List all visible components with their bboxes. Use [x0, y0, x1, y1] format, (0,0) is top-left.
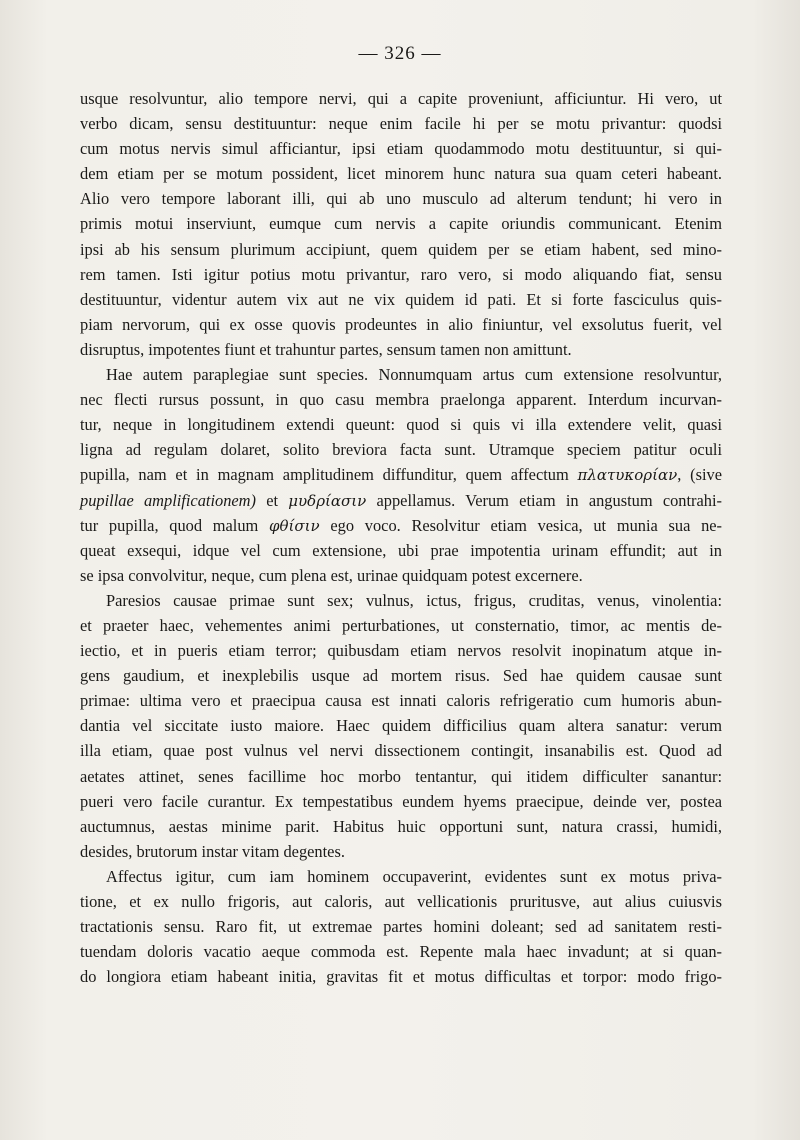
text-line — [80, 613, 722, 638]
text-run: aetates attinet, senes facillime hoc morbo tentantur, qui itidem difficulter sanantur: — [80, 766, 722, 786]
text-run: gens gaudium, et inexplebilis usque ad mortem risus. Sed hae quidem causae sunt — [80, 666, 722, 686]
text-line — [80, 437, 722, 462]
text-run: primae: ultima vero et praecipua causa est innati caloris refrigeratio cum humoris abun- — [80, 691, 722, 711]
text-line — [80, 563, 722, 588]
text-run: cum motus nervis simul afficiantur, ipsi etiam quodammodo motu destituuntur, si qui- — [80, 139, 722, 159]
page-number: — 326 — — [358, 43, 442, 64]
text-run: se ipsa convolvitur, neque, cum plena est, urinae quidquam potest excernere. — [80, 565, 583, 585]
text-line — [80, 713, 722, 738]
text-run: disruptus, impotentes fiunt et trahuntur partes, sensum tamen non amittunt. — [80, 339, 572, 359]
text-run: dantia vel siccitate iusto maiore. Haec quidem difficilius quam altera sanatur: verum — [80, 716, 722, 736]
text-run: primis motui inserviunt, eumque cum nervis a capite oriundis communicant. Etenim — [80, 214, 722, 234]
text-run: auctumnus, aestas minime parit. Habitus huic opportuni sunt, natura crassi, humidi, — [80, 816, 722, 836]
text-line — [80, 362, 722, 387]
greek-term: μυδρίασιν — [288, 491, 367, 510]
text-line — [80, 939, 722, 964]
text-line — [80, 764, 722, 789]
body-text — [80, 86, 722, 989]
text-line — [80, 538, 722, 563]
text-run: usque resolvuntur, alio tempore nervi, qui a capite proveniunt, afficiuntur. Hi vero, ut — [80, 89, 722, 108]
text-run: piam nervorum, qui ex osse quovis prodeuntes in alio finiuntur, vel exsolutus fuerit, vel — [80, 314, 722, 334]
text-run: Paresios causae primae sunt sex; vulnus, ictus, frigus, cruditas, venus, vinolentia: — [106, 590, 722, 610]
text-run: ligna ad regulam dolaret, solito breviora facta sunt. Utramque speciem patitur oculi — [80, 440, 722, 460]
text-line — [80, 914, 722, 939]
text-run: Affectus igitur, cum iam hominem occupaverint, evidentes sunt ex motus priva- — [106, 866, 722, 886]
text-line — [80, 789, 722, 814]
text-run: pupilla, nam et in magnam amplitudinem diffunditur, quem affectum — [80, 465, 578, 485]
text-run: ipsi ab his sensum plurimum accipiunt, quem quidem per se etiam habent, sed mino- — [80, 239, 722, 259]
text-line — [80, 111, 722, 136]
text-line — [80, 738, 722, 763]
text-line — [80, 237, 722, 262]
text-run: Hae autem paraplegiae sunt species. Nonnumquam artus cum extensione resolvuntur, — [106, 365, 722, 385]
text-line — [80, 387, 722, 412]
text-run: rem tamen. Isti igitur potius motu privantur, raro vero, si modo aliquando fiat, sensu — [80, 264, 722, 284]
text-line — [80, 588, 722, 613]
text-line — [80, 337, 722, 362]
text-line — [80, 864, 722, 889]
text-line — [80, 412, 722, 437]
text-run: destituuntur, videntur autem vix aut ne vix quidem id pati. Et si forte fasciculus quis- — [80, 289, 722, 309]
text-line — [80, 814, 722, 839]
text-run: queat exsequi, idque vel cum extensione, ubi prae impotentia urinam effundit; aut in — [80, 540, 722, 560]
text-run: illa etiam, quae post vulnus vel nervi dissectionem contingit, insanabilis est. Quod ad — [80, 741, 722, 761]
text-line — [80, 86, 722, 111]
text-line — [80, 186, 722, 211]
text-run: ego voco. Resolvitur etiam vesica, ut munia sua ne- — [319, 515, 723, 535]
text-run: desides, brutorum instar vitam degentes. — [80, 841, 345, 861]
greek-term: πλατυκορίαν — [577, 466, 678, 485]
text-run: appellamus. Verum etiam in angustum contrahi- — [366, 490, 722, 510]
text-run: Alio vero tempore laborant illi, qui ab uno musculo ad alterum tendunt; hi vero in — [80, 189, 722, 209]
text-run: tur, neque in longitudinem extendi queunt: quod si quis vi illa extendere velit, quasi — [80, 415, 722, 435]
text-line — [80, 513, 722, 538]
text-run: tur pupilla, quod malum — [80, 515, 270, 535]
text-line — [80, 688, 722, 713]
text-line — [80, 488, 722, 513]
text-line — [80, 964, 722, 989]
text-run: tione, et ex nullo frigoris, aut caloris, aut vellicationis pruritusve, aut alius cuiusvis — [80, 892, 722, 911]
text-line — [80, 312, 722, 337]
text-line — [80, 287, 722, 312]
text-run: tractationis sensu. Raro fit, ut extremae partes homini doleant; sed ad sanitatem resti- — [80, 917, 722, 937]
text-run: pueri vero facile curantur. Ex tempestatibus eundem hyems praecipue, deinde ver, postea — [80, 791, 722, 811]
text-run: et praeter haec, vehementes animi perturbationes, ut consternatio, timor, ac mentis de- — [80, 615, 722, 635]
text-run: do longiora etiam habeant initia, gravitas fit et motus difficultas et torpor: modo frigo- — [80, 967, 722, 987]
text-line — [80, 638, 722, 663]
text-run: tuendam doloris vacatio aeque commoda est. Repente mala haec invadunt; at si quan- — [80, 942, 722, 962]
text-line — [80, 262, 722, 287]
italic-phrase: pupillae amplificationem) — [80, 490, 256, 510]
text-run: nec flecti rursus possunt, in quo casu membra praelonga apparent. Interdum incurvan- — [80, 390, 722, 410]
greek-term: φθίσιν — [269, 516, 320, 535]
text-run: et — [255, 490, 289, 510]
text-run: iectio, et in pueris etiam terror; quibusdam etiam nervos resolvit inopinatum atque in- — [80, 641, 722, 661]
text-line — [80, 136, 722, 161]
text-run: dem etiam per se motum possident, licet minorem hunc natura sua quam ceteri habeant. — [80, 164, 722, 184]
text-line — [80, 161, 722, 186]
text-run: , (sive — [677, 465, 722, 485]
text-line — [80, 839, 722, 864]
text-line — [80, 211, 722, 236]
text-line — [80, 663, 722, 688]
text-line — [80, 462, 722, 487]
text-line — [80, 889, 722, 914]
text-run: verbo dicam, sensu destituuntur: neque enim facile hi per se motu privantur: quodsi — [80, 114, 722, 134]
